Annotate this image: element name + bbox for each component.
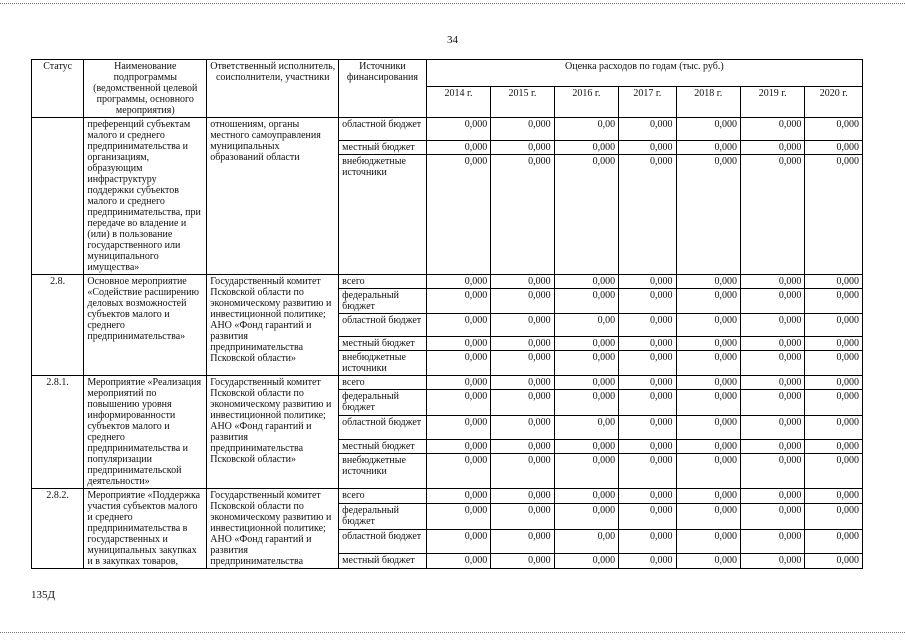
row-value: 0,00 xyxy=(554,416,618,440)
row-value: 0,000 xyxy=(676,289,740,314)
row-value: 0,000 xyxy=(619,439,676,453)
row-value: 0,000 xyxy=(426,439,490,453)
row-value: 0,000 xyxy=(619,554,676,569)
row-value: 0,000 xyxy=(676,554,740,569)
row-value: 0,000 xyxy=(554,439,618,453)
row-value: 0,000 xyxy=(676,416,740,440)
row-executor: Государственный комитет Псковской области по экономическому развитию и инвестиционной политике; АНО «Фонд гарантий и развития предпринимательства Псковской области» xyxy=(207,376,339,489)
row-value: 0,00 xyxy=(554,314,618,337)
row-value: 0,000 xyxy=(426,314,490,337)
row-value: 0,000 xyxy=(554,376,618,390)
scan-edge-top xyxy=(0,3,905,4)
row-value: 0,000 xyxy=(805,454,863,489)
row-value: 0,000 xyxy=(426,390,490,416)
row-status xyxy=(32,118,84,275)
row-name: Мероприятие «Поддержка участия субъектов малого и среднего предпринимательства в государственных и муниципальных закупках и в закупках товаров, xyxy=(84,489,207,569)
row-source: всего xyxy=(339,376,427,390)
row-value: 0,000 xyxy=(676,376,740,390)
table-row xyxy=(32,118,863,141)
row-source: областной бюджет xyxy=(339,530,427,554)
row-value: 0,000 xyxy=(554,351,618,376)
row-value: 0,000 xyxy=(805,503,863,529)
row-value: 0,000 xyxy=(740,155,804,275)
table-header xyxy=(32,60,863,118)
row-value: 0,000 xyxy=(491,489,554,504)
row-value: 0,000 xyxy=(491,141,554,155)
row-value: 0,000 xyxy=(426,454,490,489)
row-source: областной бюджет xyxy=(339,416,427,440)
row-value: 0,000 xyxy=(619,376,676,390)
row-value: 0,000 xyxy=(426,351,490,376)
row-executor: Государственный комитет Псковской области по экономическому развитию и инвестиционной политике; АНО «Фонд гарантий и развития предпринимательства xyxy=(207,489,339,569)
row-status: 2.8.1. xyxy=(32,376,84,489)
row-value: 0,000 xyxy=(740,289,804,314)
row-name: преференций субъектам малого и среднего предпринимательства и организациям, образующим инфраструктуру поддержки субъектов малого и среднего предпринимательства, при передаче во владение и (или) в пользование государственного или муниципального имущества» xyxy=(84,118,207,275)
row-value: 0,000 xyxy=(676,141,740,155)
row-value: 0,000 xyxy=(619,155,676,275)
row-value: 0,000 xyxy=(554,489,618,504)
header-year: 2018 г. xyxy=(676,87,740,118)
row-value: 0,00 xyxy=(554,530,618,554)
row-value: 0,000 xyxy=(805,314,863,337)
row-value: 0,00 xyxy=(554,118,618,141)
row-value: 0,000 xyxy=(491,454,554,489)
row-value: 0,000 xyxy=(676,489,740,504)
row-value: 0,000 xyxy=(676,118,740,141)
row-value: 0,000 xyxy=(426,155,490,275)
row-value: 0,000 xyxy=(740,390,804,416)
row-value: 0,000 xyxy=(805,155,863,275)
scan-edge-bottom xyxy=(0,632,905,633)
header-name: Наименование подпрограммы (ведомственной целевой программы, основного мероприятия) xyxy=(84,60,207,118)
row-value: 0,000 xyxy=(491,530,554,554)
header-estimate: Оценка расходов по годам (тыс. руб.) xyxy=(426,60,862,87)
row-value: 0,000 xyxy=(676,439,740,453)
row-value: 0,000 xyxy=(426,275,490,289)
row-value: 0,000 xyxy=(426,141,490,155)
row-value: 0,000 xyxy=(554,554,618,569)
row-value: 0,000 xyxy=(491,376,554,390)
row-value: 0,000 xyxy=(805,118,863,141)
row-value: 0,000 xyxy=(740,141,804,155)
row-value: 0,000 xyxy=(426,337,490,351)
row-source: внебюджетные источники xyxy=(339,454,427,489)
row-value: 0,000 xyxy=(740,530,804,554)
row-value: 0,000 xyxy=(426,289,490,314)
row-executor: отношениям, органы местного самоуправления муниципальных образований области xyxy=(207,118,339,275)
row-value: 0,000 xyxy=(676,390,740,416)
row-value: 0,000 xyxy=(805,141,863,155)
row-value: 0,000 xyxy=(491,155,554,275)
row-value: 0,000 xyxy=(491,439,554,453)
row-value: 0,000 xyxy=(619,454,676,489)
row-value: 0,000 xyxy=(491,275,554,289)
row-value: 0,000 xyxy=(740,416,804,440)
row-source: внебюджетные источники xyxy=(339,351,427,376)
row-value: 0,000 xyxy=(619,314,676,337)
row-value: 0,000 xyxy=(619,337,676,351)
row-value: 0,000 xyxy=(805,376,863,390)
budget-table xyxy=(31,59,863,569)
row-value: 0,000 xyxy=(491,337,554,351)
row-value: 0,000 xyxy=(619,289,676,314)
row-value: 0,000 xyxy=(554,390,618,416)
row-value: 0,000 xyxy=(554,454,618,489)
row-value: 0,000 xyxy=(554,275,618,289)
table-body xyxy=(32,118,863,569)
row-value: 0,000 xyxy=(676,155,740,275)
row-value: 0,000 xyxy=(619,416,676,440)
header-year: 2017 г. xyxy=(619,87,676,118)
row-source: федеральный бюджет xyxy=(339,289,427,314)
row-source: федеральный бюджет xyxy=(339,390,427,416)
header-year: 2014 г. xyxy=(426,87,490,118)
row-value: 0,000 xyxy=(619,351,676,376)
header-executor: Ответственный исполнитель, соисполнители, участники xyxy=(207,60,339,118)
row-value: 0,000 xyxy=(805,530,863,554)
row-value: 0,000 xyxy=(805,439,863,453)
row-value: 0,000 xyxy=(619,141,676,155)
row-value: 0,000 xyxy=(676,275,740,289)
row-value: 0,000 xyxy=(805,390,863,416)
row-status: 2.8. xyxy=(32,275,84,376)
row-value: 0,000 xyxy=(676,314,740,337)
row-value: 0,000 xyxy=(619,275,676,289)
row-source: местный бюджет xyxy=(339,554,427,569)
row-value: 0,000 xyxy=(554,503,618,529)
row-source: федеральный бюджет xyxy=(339,503,427,529)
row-value: 0,000 xyxy=(426,530,490,554)
row-value: 0,000 xyxy=(676,454,740,489)
header-year: 2019 г. xyxy=(740,87,804,118)
row-value: 0,000 xyxy=(554,289,618,314)
row-value: 0,000 xyxy=(491,351,554,376)
header-year: 2020 г. xyxy=(805,87,863,118)
header-year: 2016 г. xyxy=(554,87,618,118)
row-value: 0,000 xyxy=(805,289,863,314)
row-source: всего xyxy=(339,275,427,289)
row-value: 0,000 xyxy=(426,489,490,504)
row-source: местный бюджет xyxy=(339,141,427,155)
row-value: 0,000 xyxy=(491,390,554,416)
row-value: 0,000 xyxy=(740,439,804,453)
row-name: Основное мероприятие «Содействие расширению деловых возможностей субъектов малого и среднего предпринимательства» xyxy=(84,275,207,376)
row-value: 0,000 xyxy=(740,376,804,390)
row-source: всего xyxy=(339,489,427,504)
row-value: 0,000 xyxy=(676,503,740,529)
row-value: 0,000 xyxy=(740,489,804,504)
row-source: областной бюджет xyxy=(339,314,427,337)
row-value: 0,000 xyxy=(491,289,554,314)
row-value: 0,000 xyxy=(619,118,676,141)
row-value: 0,000 xyxy=(491,503,554,529)
row-value: 0,000 xyxy=(491,416,554,440)
row-value: 0,000 xyxy=(426,376,490,390)
row-value: 0,000 xyxy=(619,390,676,416)
header-year: 2015 г. xyxy=(491,87,554,118)
row-value: 0,000 xyxy=(554,155,618,275)
row-value: 0,000 xyxy=(740,454,804,489)
row-value: 0,000 xyxy=(805,554,863,569)
row-status: 2.8.2. xyxy=(32,489,84,569)
row-value: 0,000 xyxy=(426,118,490,141)
row-value: 0,000 xyxy=(740,503,804,529)
header-source: Источники финансирования xyxy=(339,60,427,118)
row-value: 0,000 xyxy=(619,489,676,504)
row-source: областной бюджет xyxy=(339,118,427,141)
row-value: 0,000 xyxy=(740,554,804,569)
row-value: 0,000 xyxy=(426,554,490,569)
row-value: 0,000 xyxy=(491,554,554,569)
row-value: 0,000 xyxy=(676,351,740,376)
row-source: внебюджетные источники xyxy=(339,155,427,275)
row-value: 0,000 xyxy=(619,530,676,554)
row-value: 0,000 xyxy=(805,489,863,504)
table-row xyxy=(32,376,863,390)
row-value: 0,000 xyxy=(740,337,804,351)
row-name: Мероприятие «Реализация мероприятий по повышению уровня информированности субъектов малого и среднего предпринимательства и популяризации предпринимательской деятельности» xyxy=(84,376,207,489)
row-source: местный бюджет xyxy=(339,439,427,453)
row-value: 0,000 xyxy=(805,416,863,440)
footer-code: 135Д xyxy=(31,589,56,601)
table-row xyxy=(32,275,863,289)
row-value: 0,000 xyxy=(426,503,490,529)
row-value: 0,000 xyxy=(676,337,740,351)
row-value: 0,000 xyxy=(740,118,804,141)
row-value: 0,000 xyxy=(805,275,863,289)
table-row xyxy=(32,489,863,504)
row-value: 0,000 xyxy=(491,118,554,141)
row-value: 0,000 xyxy=(805,337,863,351)
row-value: 0,000 xyxy=(619,503,676,529)
row-value: 0,000 xyxy=(740,314,804,337)
row-value: 0,000 xyxy=(740,275,804,289)
page-number: 34 xyxy=(447,34,458,46)
row-executor: Государственный комитет Псковской области по экономическому развитию и инвестиционной политике; АНО «Фонд гарантий и развития предпринимательства Псковской области» xyxy=(207,275,339,376)
row-value: 0,000 xyxy=(676,530,740,554)
header-status: Статус xyxy=(32,60,84,118)
row-value: 0,000 xyxy=(740,351,804,376)
row-value: 0,000 xyxy=(554,141,618,155)
row-value: 0,000 xyxy=(491,314,554,337)
row-source: местный бюджет xyxy=(339,337,427,351)
row-value: 0,000 xyxy=(426,416,490,440)
row-value: 0,000 xyxy=(805,351,863,376)
row-value: 0,000 xyxy=(554,337,618,351)
